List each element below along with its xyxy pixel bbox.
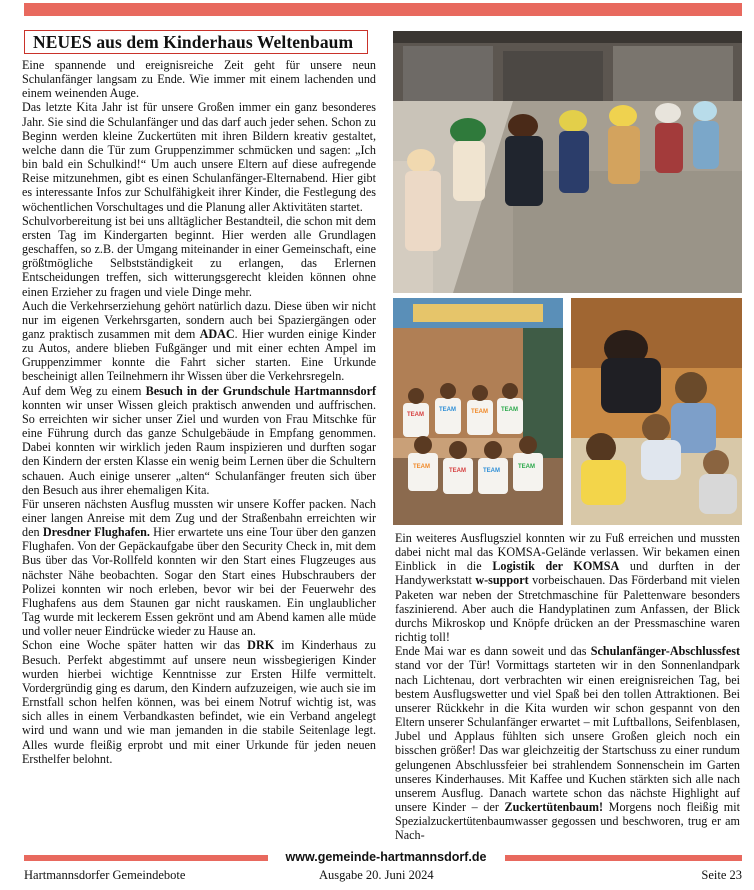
team-shirt-label: TEAM [501,407,518,413]
team-shirt-label: TEAM [483,468,500,474]
photo-children-team-shirts [393,298,563,525]
team-shirt-label: TEAM [407,412,424,418]
team-shirt-label: TEAM [439,407,456,413]
top-accent-bar [24,3,742,16]
paragraph-text: konnten wir unser Wissen gleich praktisch anwenden und auffrischen. So erreichten wir sicher unser Ziel und wurden von Frau Mitschke für eine Führung durch das ganze Schulgebäude in Empfang genommen. Dabei konnten wir wirklich jeden Raum inspizieren und durften sogar den Kindern der ersten Klasse ein wenig beim Lernen über die Schultern schauen. Auch einige unserer „alten“ Schulanfänger freuten sich über den Besuch aus ihrer ehemaligen Kita. [22,397,376,497]
article-paragraph [22,58,376,100]
paragraph-text: Hier erwartete uns eine Tour über den ganzen Flughafen. Von der Gepäckaufgabe über den Security Check in, mit dem Bus über das Vor-Rollfeld konnten wir den Start eines Flugzeuges aus nächster Nähe beobachten. Sogar den Start eines Hubschraubers der Polizei konnten wir noch erleben, bevor wir bei der Feuerwehr des Flughafens aus dem Staunen gar nicht rauskamen. Ein unglaublicher Tag wurde mit leckerem Essen gekrönt und am Abend kamen alle müde und voller neuer Eindrücke wieder zu Hause an. [22,525,376,639]
right-text-column [395,531,740,842]
team-shirt-label: TEAM [518,464,535,470]
article-paragraph [395,644,740,842]
article-paragraph [22,497,376,639]
paragraph-text: Ende Mai war es dann soweit und das [395,644,591,659]
paragraph-text: im Kinderhaus zu Besuch. Perfekt abgestimmt auf unsere neun wissbegierigen Kinder wurden hierbei wichtige Kenntnisse zur Ersten Hilfe vermittelt. Vordergründig ging es darum, den Kindern aufzuzeigen, wie auch sie im Ernstfall schon helfen können, was bei einem Notruf wichtig ist, was sich alles in einem Verbandkasten befindet, wie ein Verband angelegt wird und wann und wie man jemanden in die stabile Seitenlage legt. Alles wurde fleißig erprobt und mit einer Urkunde für jeden neuen Ersthelfer belohnt. [22,638,376,766]
article-paragraph [22,100,376,213]
article-headline: NEUES aus dem Kinderhaus Weltenbaum [33,31,354,52]
bold-text: Logistik der KOMSA [492,559,620,574]
footer-issue-date: Ausgabe 20. Juni 2024 [319,868,434,882]
paragraph-text: Auch die Verkehrserziehung gehört natürlich dazu. Diese üben wir nicht nur im eigenen Verkehrsgarten, sondern auch bei Spaziergängen oder ganz praktisch zusammen mit dem [22,298,376,341]
paragraph-text: Für unseren nächsten Ausflug mussten wir unsere Koffer packen. Nach einer langen Anreise mit dem Zug und der Straßenbahn erreichten wir den [22,496,376,540]
article-paragraph [395,531,740,644]
paragraph-text: Schulvorbereitung ist bei uns alltäglicher Bestandteil, die schon mit dem ersten Tag im Kindergarten beginnt. Hier werden alle Grundlagen geschaffen, so z.B. der Umgang miteinander in einer Gemeinschaft, eine größtmögliche Selbstständigkeit zu erlangen, das Erlernen Entscheidungen treffen, sich witterungsgerecht kleiden können ohne einen Erzieher zu fragen und viele Dinge mehr. [22,213,376,299]
footer-publication: Hartmannsdorfer Gemeindebote [24,868,186,882]
bold-text: Besuch in der Grundschule Hartmannsdorf [145,383,376,398]
article-paragraph [22,638,376,765]
article-paragraph [22,299,376,384]
article-paragraph [22,214,376,299]
team-shirt-label: TEAM [449,468,466,474]
footer-website-link[interactable]: www.gemeinde-hartmannsdorf.de [272,850,500,864]
paragraph-text: und durften in der Handywerkstatt [395,559,741,588]
bold-text: DRK [247,638,275,653]
paragraph-text: Eine spannende und ereignisreiche Zeit geht für unsere neun Schulanfänger langsam zu Ende. Wie immer mit einem lachenden und einem weinenden Auge. [22,58,376,101]
photo-children-workshop [571,298,742,525]
paragraph-text: Morgens noch fleißig mit Spezialzuckertütenbaumwasser gegossen und beschworen, trug er am Nach- [395,799,740,843]
paragraph-text: vorbeischauen. Das Förderband mit vielen Paketen war neben der Stretchmaschine für Palettenware besonders faszinierend. Aber auch die Handyplatinen zum Anfassen, der Blick durchs Mikroskop und Knöpfe drücken an der Pressmaschine waren richtig toll! [395,573,741,645]
paragraph-text: Ein weiteres Ausflugsziel konnten wir zu Fuß erreichen und mussten dabei nicht mal das KOMSA-Gelände verlassen. Wir bekamen einen Einblick in die [395,531,740,574]
paragraph-text: Das letzte Kita Jahr ist für unsere Großen immer ein ganz besonderes Jahr. Sie sind die Schulanfänger und das darf auch jeder sehen. Schon zu Beginn werden kleine Zuckertüten mit ihren Bildern kreativ gestaltet, welche dann die Tür zum Gruppenzimmer schmücken und sagen: „Ich bin bald ein Schulkind!“ Um auch unsere Eltern auf diese aufregende Reise mitzunehmen, gibt es einen Schulanfänger-Elternabend. Hier gibt es interessante Infos zur Schulfähigkeit ihrer Kinder, die Festlegung des wöchentlichen Vorschultages und die Planung aller Aktivitäten startet. [22,100,376,214]
team-shirt-label: TEAM [413,464,430,470]
paragraph-text: stand vor der Tür! Vormittags starteten wir in den Sonnenlandpark nach Lichtenau, dort verbrachten wir einen ereignisreichen Tag, bei bestem Ausflugswetter und viel Spaß bei den tollen Attraktionen. Bei unserer Rückkehr in die Kita wurden wir schon gespannt von den Eltern unserer Schulanfänger erwartet – mit Luftballons, Seifenblasen, Jubel und Applaus fühlten sich unsere Großen gleich noch ein bisschen größer! Das war gleichzeitig der Startschuss zu einer rundum gelungenen Abschlussfeier bei strahlendem Sonnenschein im Garten unseres Kinderhauses. Mit Kaffee und Kuchen stärkten sich alle nach unserem Ausflug. Danach wartete schon das nächste Highlight auf unsere Kinder – der [395,658,740,814]
paragraph-text: Schon eine Woche später hatten wir das [22,638,248,653]
article-paragraph [22,384,376,497]
left-text-column [22,58,376,766]
bold-text: Zuckertütenbaum! [504,799,604,814]
headline-box [24,30,368,54]
bold-text: ADAC [199,326,235,341]
footer-page-number: Seite 23 [701,868,742,882]
bold-text: Schulanfänger-Abschlussfest [590,644,740,659]
team-shirt-label: TEAM [471,409,488,415]
photo-children-airport [393,31,742,293]
bold-text: Dresdner Flughafen. [42,525,150,540]
footer-accent-bar-left [24,855,268,861]
footer-accent-bar-right [505,855,742,861]
bold-text: w-support [475,573,529,588]
paragraph-text: . Hier wurden einige Kinder zu Autos, andere blieben Fußgänger und mit einer echten Ampel im Gruppenzimmer konnte die Fahrt sicher starten. Eine Urkunde bescheinigt allen Teilnehmern ihr Wissen über die Verkehrsregeln. [22,326,376,384]
paragraph-text: Auf dem Weg zu einem [22,383,146,398]
